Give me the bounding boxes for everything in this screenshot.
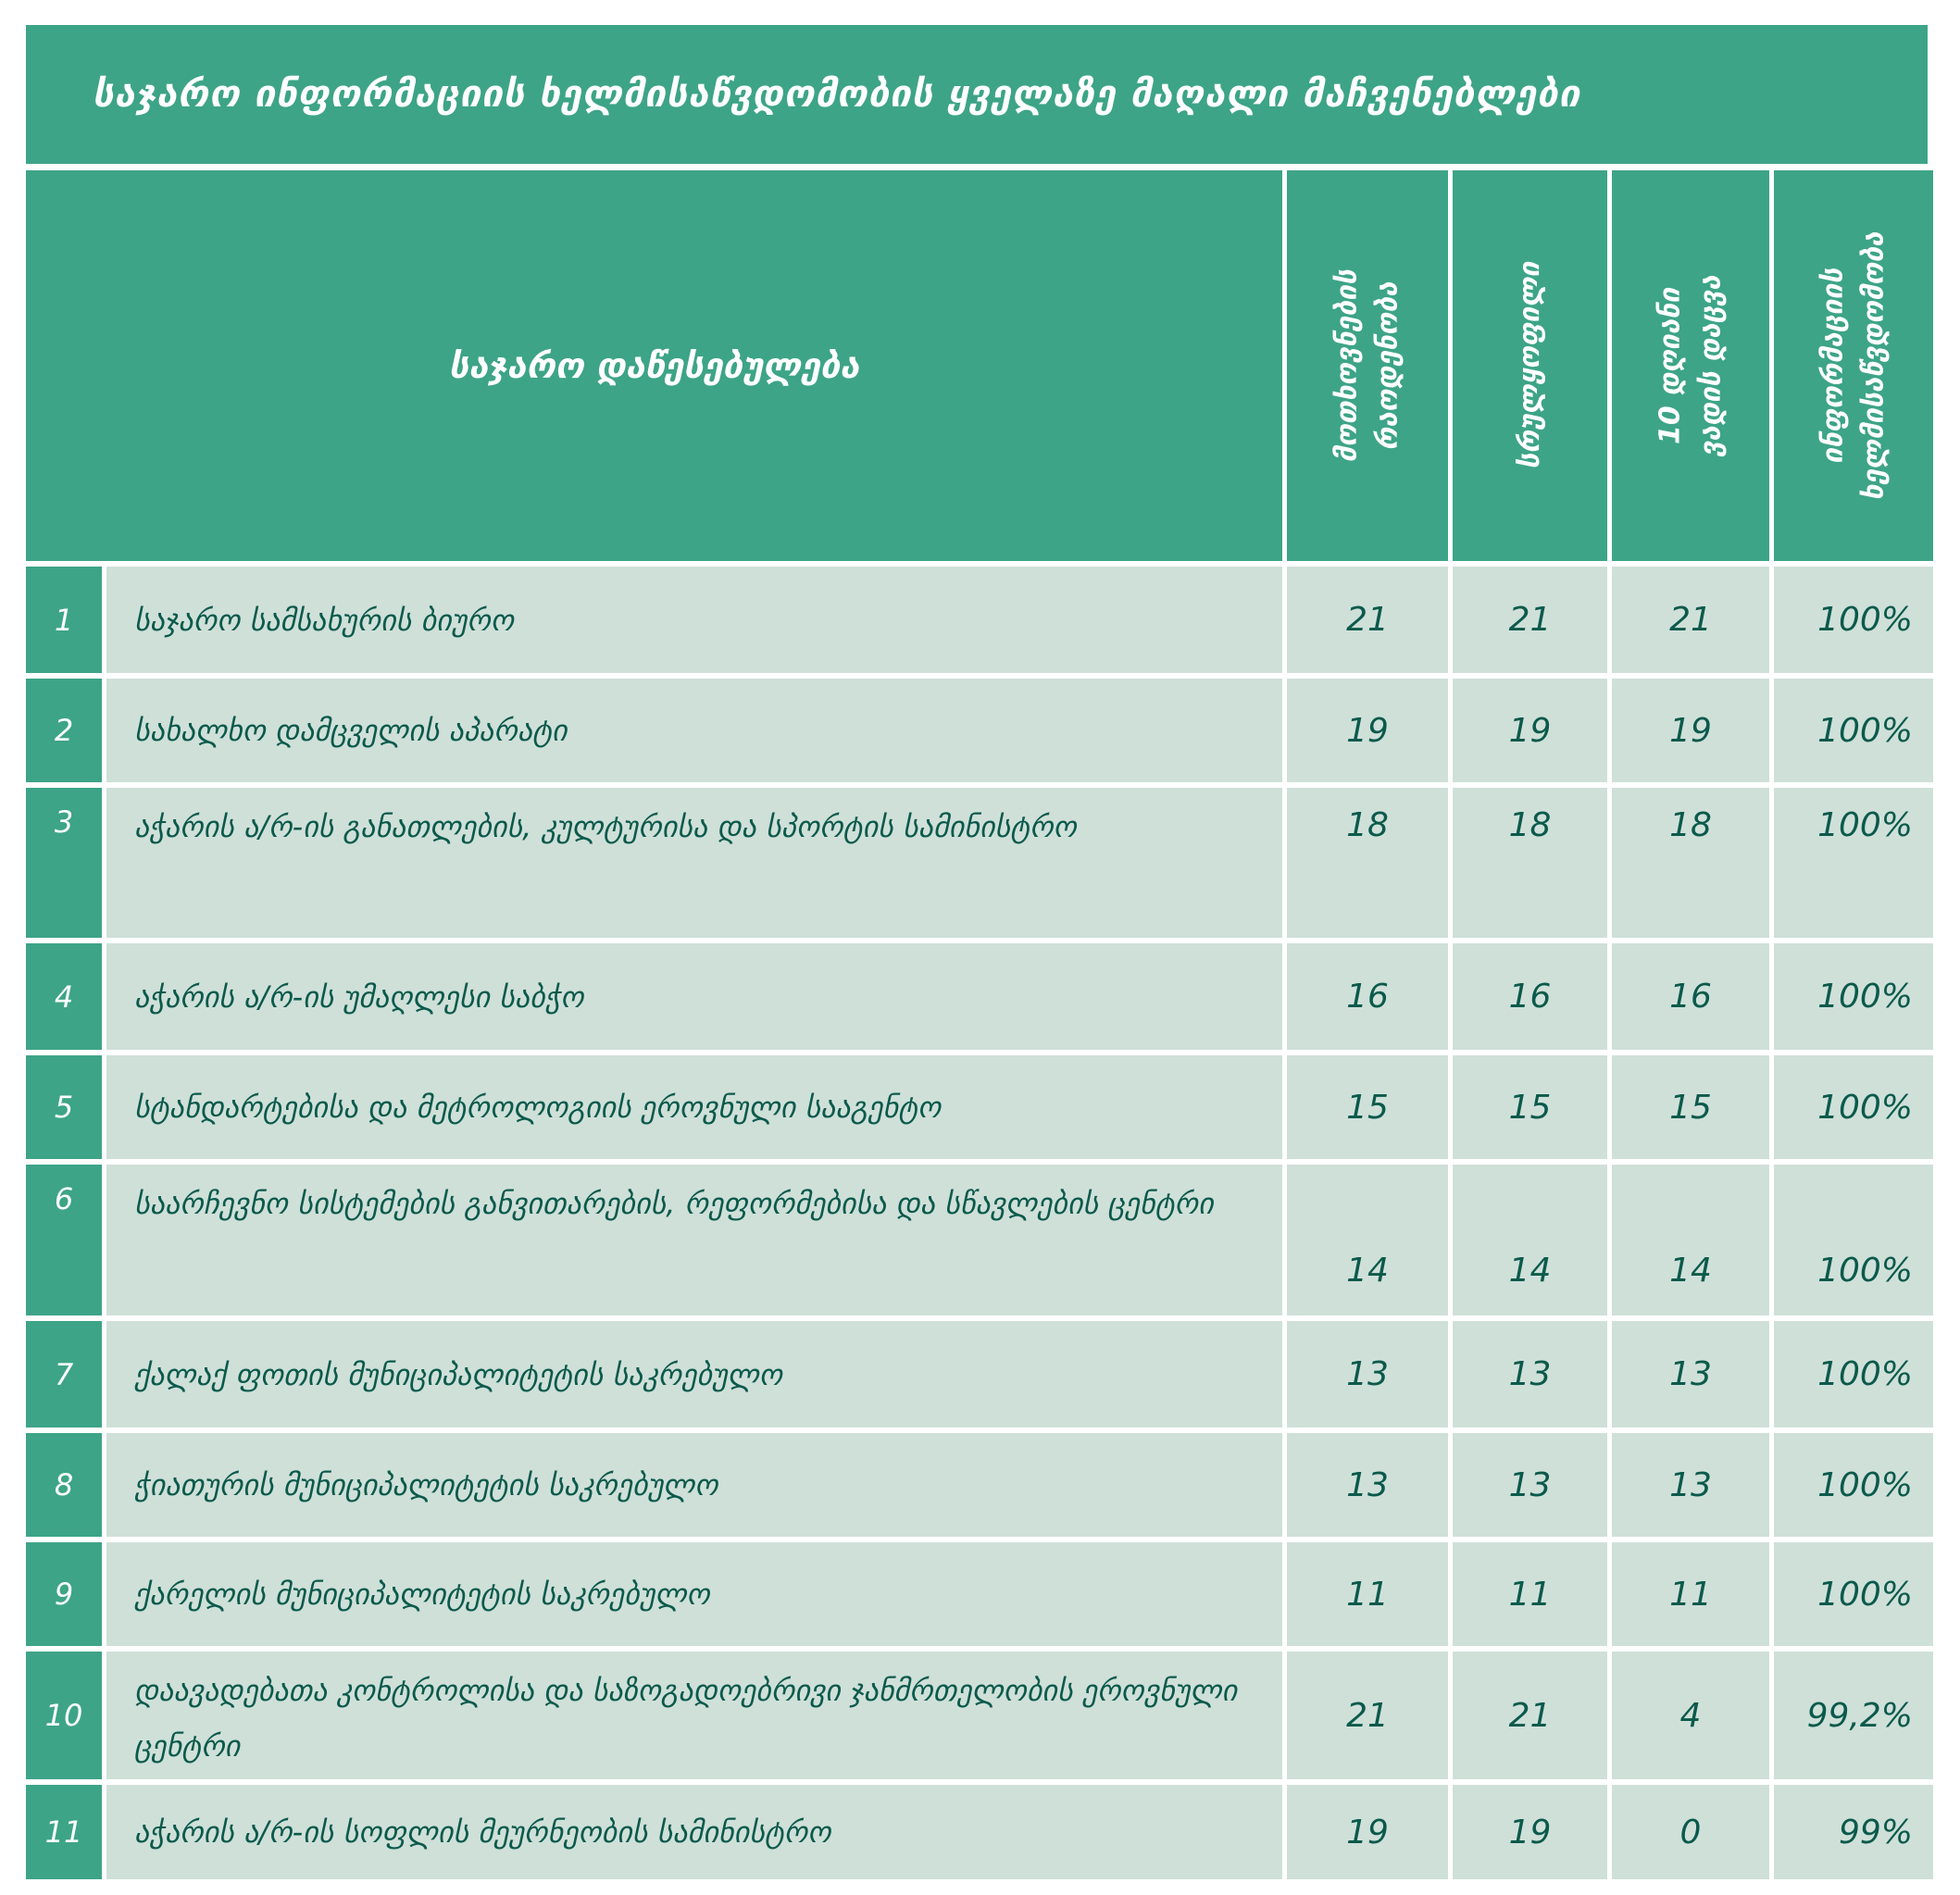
complete-cell: 21 [1453, 567, 1607, 673]
document [26, 25, 1928, 1879]
accessibility-cell: 99,2% [1774, 1652, 1933, 1779]
complete-cell: 19 [1453, 679, 1607, 782]
deadline-cell: 14 [1612, 1165, 1769, 1315]
column-header-institution [26, 170, 1282, 561]
requests-cell: 21 [1287, 567, 1448, 673]
requests-cell: 11 [1287, 1542, 1448, 1646]
data-table [26, 170, 1928, 1879]
deadline-cell: 4 [1612, 1652, 1769, 1779]
accessibility-cell: 100% [1774, 1165, 1933, 1315]
complete-cell: 11 [1453, 1542, 1607, 1646]
column-header-complete [1453, 170, 1607, 561]
institution-name: დაავადებათა კონტროლისა და საზოგადოებრივი ჯანმრთელობის ეროვნული ცენტრი [106, 1652, 1282, 1779]
accessibility-cell: 100% [1774, 1433, 1933, 1537]
complete-cell: 21 [1453, 1652, 1607, 1779]
header-line: რაოდენობა [1371, 281, 1404, 451]
requests-cell: 19 [1287, 1785, 1448, 1879]
row-number: 9 [26, 1542, 102, 1646]
column-header-label [1651, 275, 1731, 456]
accessibility-cell: 100% [1774, 1321, 1933, 1427]
header-line: 10 დღიანი [1654, 287, 1687, 444]
row-number: 6 [26, 1165, 102, 1315]
row-number: 1 [26, 567, 102, 673]
column-header-accessibility [1774, 170, 1933, 561]
column-header-requests [1287, 170, 1448, 561]
institution-name: საარჩევნო სისტემების განვითარების, რეფორმებისა და სწავლების ცენტრი [106, 1165, 1282, 1315]
column-header-label: სრულყოფილი [1513, 262, 1546, 469]
requests-cell: 21 [1287, 1652, 1448, 1779]
accessibility-cell: 100% [1774, 567, 1933, 673]
column-header-label [1328, 269, 1408, 462]
institution-name: აჭარის ა/რ-ის სოფლის მეურნეობის სამინისტრო [106, 1785, 1282, 1879]
row-number: 10 [26, 1652, 102, 1779]
institution-name: სახალხო დამცველის აპარატი [106, 679, 1282, 782]
institution-name: საჯარო სამსახურის ბიურო [106, 567, 1282, 673]
row-number: 7 [26, 1321, 102, 1427]
complete-cell: 16 [1453, 943, 1607, 1050]
column-header-deadline [1612, 170, 1769, 561]
row-number: 11 [26, 1785, 102, 1879]
institution-name: ქალაქ ფოთის მუნიციპალიტეტის საკრებულო [106, 1321, 1282, 1427]
deadline-cell: 11 [1612, 1542, 1769, 1646]
complete-cell: 18 [1453, 788, 1607, 938]
accessibility-cell: 100% [1774, 679, 1933, 782]
header-line: ვადის დაცვა [1694, 274, 1727, 457]
accessibility-cell: 100% [1774, 1055, 1933, 1159]
deadline-cell: 0 [1612, 1785, 1769, 1879]
header-line: მოთხოვნების [1330, 268, 1364, 463]
deadline-cell: 15 [1612, 1055, 1769, 1159]
complete-cell: 14 [1453, 1165, 1607, 1315]
complete-cell: 19 [1453, 1785, 1607, 1879]
column-header-label: საჯარო დაწესებულება [448, 345, 860, 386]
row-number: 5 [26, 1055, 102, 1159]
accessibility-cell: 100% [1774, 1542, 1933, 1646]
institution-name: ჭიათურის მუნიციპალიტეტის საკრებულო [106, 1433, 1282, 1537]
deadline-cell: 13 [1612, 1433, 1769, 1537]
complete-cell: 15 [1453, 1055, 1607, 1159]
row-number: 8 [26, 1433, 102, 1537]
row-number: 4 [26, 943, 102, 1050]
deadline-cell: 18 [1612, 788, 1769, 938]
requests-cell: 14 [1287, 1165, 1448, 1315]
requests-cell: 13 [1287, 1321, 1448, 1427]
row-number: 3 [26, 788, 102, 938]
requests-cell: 16 [1287, 943, 1448, 1050]
deadline-cell: 13 [1612, 1321, 1769, 1427]
accessibility-cell: 100% [1774, 943, 1933, 1050]
page-title: საჯარო ინფორმაციის ხელმისაწვდომობის ყველაზე მაღალი მაჩვენებლები [93, 73, 1581, 116]
institution-name: აჭარის ა/რ-ის უმაღლესი საბჭო [106, 943, 1282, 1050]
deadline-cell: 21 [1612, 567, 1769, 673]
accessibility-cell: 100% [1774, 788, 1933, 938]
column-header-label [1814, 231, 1894, 500]
requests-cell: 19 [1287, 679, 1448, 782]
header-line: ხელმისაწვდომობა [1857, 231, 1890, 501]
row-number: 2 [26, 679, 102, 782]
requests-cell: 15 [1287, 1055, 1448, 1159]
accessibility-cell: 99% [1774, 1785, 1933, 1879]
deadline-cell: 16 [1612, 943, 1769, 1050]
requests-cell: 18 [1287, 788, 1448, 938]
title-banner [26, 25, 1928, 164]
complete-cell: 13 [1453, 1321, 1607, 1427]
complete-cell: 13 [1453, 1433, 1607, 1537]
deadline-cell: 19 [1612, 679, 1769, 782]
institution-name: აჭარის ა/რ-ის განათლების, კულტურისა და სპორტის სამინისტრო [106, 788, 1282, 938]
institution-name: ქარელის მუნიციპალიტეტის საკრებულო [106, 1542, 1282, 1646]
requests-cell: 13 [1287, 1433, 1448, 1537]
institution-name: სტანდარტებისა და მეტროლოგიის ეროვნული სააგენტო [106, 1055, 1282, 1159]
header-line: ინფორმაციის [1816, 268, 1850, 464]
